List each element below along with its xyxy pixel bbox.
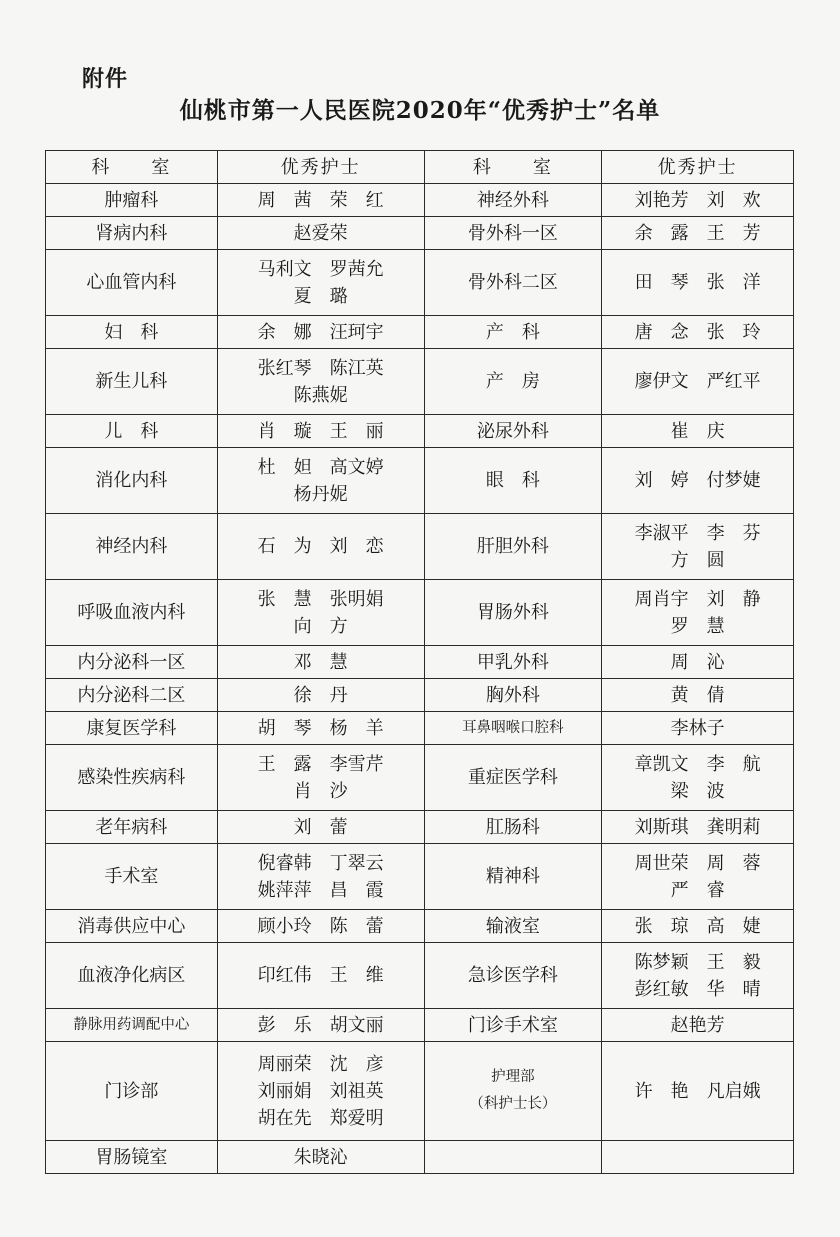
department-name: 康复医学科: [86, 717, 177, 739]
nurses-cell: [217, 184, 424, 217]
nurse-names: 刘 蕾: [293, 816, 348, 838]
nurse-names: 章凯文 李 航: [634, 753, 761, 775]
nurses-cell: [217, 943, 424, 1009]
nurse-names: 张红琴 陈江英: [257, 357, 384, 379]
table-row: [46, 844, 794, 910]
nurse-names: 余 露 王 芳: [634, 222, 761, 244]
department-name: 胸外科: [485, 684, 540, 706]
nurses-cell: [602, 745, 794, 811]
department-cell: [46, 349, 218, 415]
department-cell: [424, 811, 602, 844]
department-cell: [46, 646, 218, 679]
nurse-names: 顾小玲 陈 蕾: [257, 915, 384, 937]
nurses-cell: [602, 646, 794, 679]
nurse-names: 向 方: [293, 615, 348, 637]
header-department-2: 科 室: [424, 151, 602, 184]
nurses-cell: [602, 811, 794, 844]
nurse-names: 梁 波: [670, 780, 725, 802]
department-name: 胃肠外科: [476, 602, 549, 623]
nurses-cell: [602, 712, 794, 745]
nurses-cell: [602, 316, 794, 349]
nurse-names: 罗 慧: [670, 615, 725, 637]
nurse-names: 刘艳芳 刘 欢: [634, 189, 761, 211]
department-cell: [424, 217, 602, 250]
nurse-names: 黄 倩: [670, 684, 725, 706]
nurse-names: 姚萍萍 昌 霞: [257, 879, 384, 901]
department-name: 耳鼻咽喉口腔科: [462, 719, 564, 736]
nurse-names: 胡在先 郑爱明: [257, 1107, 384, 1129]
document-title: 仙桃市第一人民医院2020年“优秀护士”名单: [179, 97, 661, 124]
nurse-names: 马利文 罗茜允: [257, 258, 384, 280]
table-row: [46, 250, 794, 316]
department-name: 重症医学科: [467, 767, 558, 788]
department-cell: [424, 1042, 602, 1141]
department-name: 感染性疾病科: [77, 767, 186, 788]
department-cell: [424, 646, 602, 679]
department-cell: [46, 184, 218, 217]
nurse-names: 赵艳芳: [670, 1014, 725, 1036]
department-name: 内分泌科一区: [77, 651, 186, 673]
department-cell: [46, 811, 218, 844]
department-cell: [424, 250, 602, 316]
department-name: 心血管内科: [86, 272, 177, 293]
department-cell: [46, 250, 218, 316]
nurses-cell: [217, 415, 424, 448]
department-cell: [424, 910, 602, 943]
department-cell: [46, 1009, 218, 1042]
nurse-names: 邓 慧: [293, 651, 348, 673]
nurse-names: 周丽荣 沈 彦: [257, 1053, 384, 1075]
table-row: [46, 1141, 794, 1174]
table-row: [46, 514, 794, 580]
nurses-cell: [602, 943, 794, 1009]
department-cell: [424, 1009, 602, 1042]
department-name: 静脉用药调配中心: [73, 1016, 190, 1033]
department-name: 护理部: [491, 1069, 535, 1085]
department-cell: [46, 943, 218, 1009]
table-row: [46, 415, 794, 448]
nurse-names: 李林子: [670, 717, 725, 739]
nurses-cell: [217, 712, 424, 745]
department-cell: [46, 217, 218, 250]
department-name: （科护士长）: [469, 1096, 557, 1112]
department-name: 产 房: [485, 371, 540, 392]
nurses-cell: [217, 910, 424, 943]
nurse-names: 赵爱荣: [293, 222, 348, 244]
department-name: 急诊医学科: [467, 965, 558, 986]
table-row: [46, 580, 794, 646]
nurse-names: 周肖宇 刘 静: [634, 588, 761, 610]
department-cell: [424, 1141, 602, 1174]
nurse-names: 严 睿: [670, 879, 725, 901]
department-name: 门诊部: [104, 1080, 159, 1102]
table-header-row: [46, 151, 794, 184]
nurses-cell: [602, 349, 794, 415]
department-name: 肝胆外科: [476, 536, 549, 557]
table-row: [46, 1042, 794, 1141]
nurses-cell: [217, 250, 424, 316]
nurse-names: 刘 婷 付梦婕: [634, 470, 761, 491]
nurses-cell: [602, 514, 794, 580]
department-name: 妇 科: [104, 321, 159, 343]
nurse-names: 印红伟 王 维: [257, 965, 384, 986]
department-name: 肾病内科: [95, 222, 168, 244]
nurses-cell: [602, 844, 794, 910]
nurses-cell: [217, 811, 424, 844]
nurses-cell: [602, 679, 794, 712]
nurse-names: 胡 琴 杨 羊: [257, 717, 384, 739]
department-cell: [46, 1042, 218, 1141]
department-cell: [424, 844, 602, 910]
nurses-cell: [217, 1141, 424, 1174]
department-cell: [424, 745, 602, 811]
nurse-names: 周 茜 荣 红: [257, 189, 384, 211]
department-name: 骨外科二区: [467, 272, 558, 293]
header-department-1: 科 室: [46, 151, 218, 184]
nurse-names: 周世荣 周 蓉: [634, 852, 761, 874]
nurse-names: 余 娜 汪珂宇: [257, 321, 384, 343]
department-cell: [424, 580, 602, 646]
department-cell: [46, 514, 218, 580]
department-name: 新生儿科: [95, 371, 168, 392]
nurse-names: 杜 妲 高文婷: [257, 456, 384, 478]
department-name: 肿瘤科: [104, 189, 159, 211]
department-name: 产 科: [485, 321, 540, 343]
nurses-cell: [217, 316, 424, 349]
nurse-names: 张 琼 高 婕: [634, 915, 761, 937]
department-name: 老年病科: [95, 816, 168, 838]
nurse-names: 刘斯琪 龚明莉: [634, 816, 761, 838]
nurse-names: 张 慧 张明娟: [257, 588, 384, 610]
table-row: [46, 646, 794, 679]
department-name: 眼 科: [485, 470, 540, 491]
nurse-names: 彭 乐 胡文丽: [257, 1014, 384, 1036]
nurses-cell: [217, 1009, 424, 1042]
department-name: 骨外科一区: [467, 222, 558, 244]
nurses-cell: [217, 1042, 424, 1141]
nurses-cell: [217, 514, 424, 580]
nurse-names: 唐 念 张 玲: [634, 321, 761, 343]
nurses-cell: [217, 349, 424, 415]
nurses-cell: [602, 910, 794, 943]
nurse-names: 刘丽娟 刘祖英: [257, 1080, 384, 1102]
department-cell: [46, 580, 218, 646]
department-name: 神经内科: [95, 536, 168, 557]
department-name: 门诊手术室: [467, 1014, 558, 1036]
roster-body: [46, 151, 794, 1174]
nurse-names: 肖 璇 王 丽: [257, 420, 384, 442]
nurses-cell: [602, 415, 794, 448]
header-nurses-1: 优秀护士: [217, 151, 424, 184]
nurse-names: 廖伊文 严红平: [634, 371, 761, 392]
nurse-names: 朱晓沁: [293, 1146, 348, 1168]
department-cell: [46, 1141, 218, 1174]
nurse-names: 倪睿韩 丁翠云: [257, 852, 384, 874]
nurses-cell: [602, 1141, 794, 1174]
nurses-cell: [602, 250, 794, 316]
table-row: [46, 679, 794, 712]
table-row: [46, 349, 794, 415]
table-row: [46, 811, 794, 844]
department-cell: [424, 679, 602, 712]
nurse-names: 陈燕妮: [293, 384, 348, 406]
department-name: 消毒供应中心: [77, 915, 186, 937]
nurse-roster-table: [45, 150, 794, 1174]
nurse-names: 夏 璐: [293, 285, 348, 307]
nurses-cell: [602, 1009, 794, 1042]
department-cell: [424, 514, 602, 580]
department-cell: [424, 943, 602, 1009]
nurses-cell: [217, 217, 424, 250]
nurses-cell: [217, 679, 424, 712]
department-cell: [46, 448, 218, 514]
table-row: [46, 184, 794, 217]
department-cell: [46, 415, 218, 448]
department-name: 内分泌科二区: [77, 684, 186, 706]
department-cell: [46, 844, 218, 910]
table-row: [46, 910, 794, 943]
nurse-names: 王 露 李雪芹: [257, 753, 384, 775]
nurse-names: 周 沁: [670, 651, 725, 673]
nurses-cell: [217, 646, 424, 679]
department-name: 神经外科: [476, 189, 549, 211]
nurse-names: 徐 丹: [293, 684, 348, 706]
department-name: 消化内科: [95, 470, 168, 491]
department-cell: [46, 745, 218, 811]
department-name: 呼吸血液内科: [77, 602, 186, 623]
nurse-names: 田 琴 张 洋: [634, 272, 761, 293]
table-row: [46, 217, 794, 250]
department-cell: [424, 448, 602, 514]
nurses-cell: [217, 745, 424, 811]
department-cell: [46, 712, 218, 745]
department-cell: [424, 316, 602, 349]
table-row: [46, 745, 794, 811]
nurse-names: 方 圆: [670, 549, 725, 571]
department-cell: [424, 349, 602, 415]
table-row: [46, 448, 794, 514]
department-name: 精神科: [485, 866, 540, 887]
nurse-names: 许 艳 凡启娥: [634, 1080, 761, 1102]
nurse-names: 石 为 刘 恋: [257, 536, 384, 557]
nurse-names: 杨丹妮: [293, 483, 348, 505]
table-row: [46, 943, 794, 1009]
nurse-names: 彭红敏 华 晴: [634, 978, 761, 1000]
table-row: [46, 316, 794, 349]
nurse-names: 肖 沙: [293, 780, 348, 802]
nurses-cell: [602, 1042, 794, 1141]
department-cell: [46, 679, 218, 712]
nurse-names: 陈梦颖 王 毅: [634, 951, 761, 973]
department-cell: [46, 910, 218, 943]
nurse-names: 李淑平 李 芬: [634, 522, 761, 544]
department-cell: [46, 316, 218, 349]
nurses-cell: [602, 448, 794, 514]
header-nurses-2: 优秀护士: [602, 151, 794, 184]
department-name: 输液室: [485, 915, 540, 937]
department-name: 肛肠科: [485, 816, 540, 838]
nurse-names: 崔 庆: [670, 420, 725, 442]
nurses-cell: [217, 580, 424, 646]
table-row: [46, 712, 794, 745]
department-name: 血液净化病区: [77, 965, 186, 986]
nurses-cell: [602, 184, 794, 217]
department-cell: [424, 712, 602, 745]
department-name: 儿 科: [104, 420, 159, 442]
table-row: [46, 1009, 794, 1042]
department-name: 手术室: [104, 866, 159, 887]
department-name: 甲乳外科: [476, 651, 549, 673]
department-name: 泌尿外科: [476, 420, 549, 442]
nurses-cell: [217, 844, 424, 910]
attachment-label: 附件: [82, 67, 129, 92]
department-name: 胃肠镜室: [95, 1146, 168, 1168]
department-cell: [424, 415, 602, 448]
department-cell: [424, 184, 602, 217]
nurses-cell: [602, 580, 794, 646]
nurses-cell: [602, 217, 794, 250]
nurses-cell: [217, 448, 424, 514]
